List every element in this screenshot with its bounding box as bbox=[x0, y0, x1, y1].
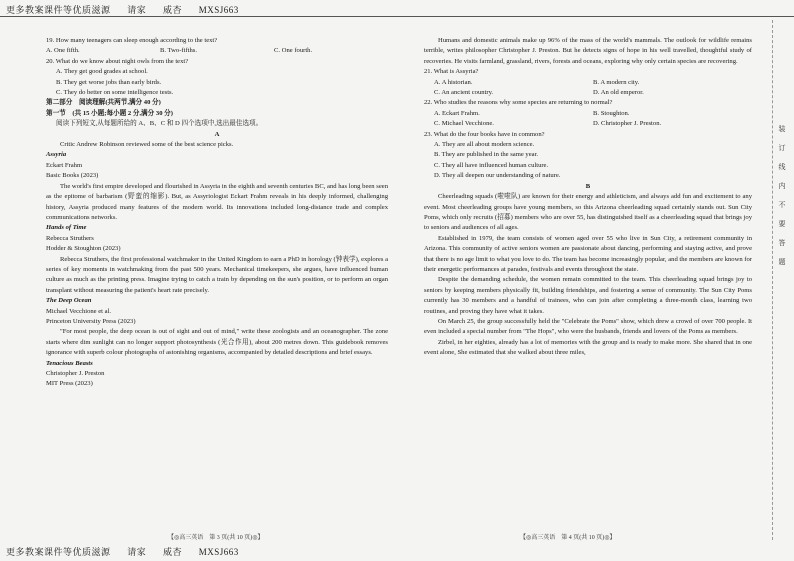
q21-option-a: A. A historian. bbox=[434, 78, 473, 86]
book-1-author: Eckart Frahm bbox=[46, 161, 83, 169]
book-4-description: Humans and domestic animals make up 96% of the mass of the world's mammals. The outlook for wildlife remains terrible, writes philosopher Christopher J. Preston. But he detects signs of hope in his well travelled, thoughtful study of recoveries. He visits farmland, grassland, rivers, forests and oceans, exploring why only certain species are recovering. bbox=[424, 37, 752, 65]
book-4-publisher: MIT Press (2023) bbox=[46, 380, 93, 388]
question-20: 20. What do we know about night owls from the text? bbox=[46, 57, 189, 65]
page-footer bbox=[6, 545, 253, 558]
q19-option-c: C. One fourth. bbox=[274, 47, 313, 55]
question-23: 23. What do the four books have in common? bbox=[424, 130, 545, 138]
binding-char: 内 bbox=[778, 182, 786, 190]
binding-char: 要 bbox=[778, 220, 786, 228]
q23-option-c: C. They all have influenced human culture. bbox=[434, 161, 549, 169]
book-2-description: Rebecca Struthers, the first professional watchmaker in the United Kingdom to earn a PhD in horology (钟表学), explores a series of key moments in watchmaking from the past 500 years. Mechanical timekeepers, she argues, have influenced human culture as much as the printing press. Imagine trying to catch a train by depending on the sun's position, or to perform an organ transplant without measuring the patient's heart rate precisely. bbox=[46, 255, 388, 294]
binding-char: 线 bbox=[778, 163, 786, 171]
footer-text-b: 请家 bbox=[127, 547, 147, 557]
question-22: 22. Who studies the reasons why some species are returning to normal? bbox=[424, 99, 613, 107]
book-1-description: The world's first empire developed and flourished in Assyria in the eighth and seventh centuries BC, and has long been seen as the epitome of barbarism (野蛮的缩影). But, as Assyriologist Eckart Frahm reveals in his deeply informed, challenging history, Assyria produced many features of the modern world. Its innovations included long-distance trade and complex communications networks. bbox=[46, 182, 388, 221]
header-code: MXSJ663 bbox=[198, 5, 239, 15]
q22-option-a: A. Eckart Frahm. bbox=[434, 109, 480, 117]
passage-b-label: B bbox=[585, 182, 591, 190]
footer-code: MXSJ663 bbox=[198, 547, 239, 557]
passage-b-paragraph-5: Zirbel, in her eighties, already has a lot of memories with the group and is ready to make more. She shared that in one event alone, She estimated that she walked about three miles, bbox=[424, 338, 752, 357]
book-3-author: Michael Vecchione et al. bbox=[46, 307, 112, 315]
book-3-title: The Deep Ocean bbox=[46, 297, 92, 305]
book-2-title: Hands of Time bbox=[46, 224, 87, 232]
passage-a-label: A bbox=[214, 130, 220, 138]
book-1-title: Assyria bbox=[46, 151, 67, 159]
left-column bbox=[46, 36, 388, 390]
left-page-footer: 【◎高三英语 第 3 页(共 10 页)◎】 bbox=[168, 535, 264, 541]
q22-option-d: D. Christopher J. Preston. bbox=[593, 120, 662, 128]
passage-b-paragraph-3: Despite the demanding schedule, the women remain committed to the team. This cheerleading squad brings joy to seniors by keeping members physically fit, building friendships, and fostering a sense of community. The Sun City Poms currently has 30 members and a handful of trainees, who can join after completing a three-month class, learning two routines, and proving they have what it takes. bbox=[424, 276, 752, 315]
header-text-b: 请家 bbox=[127, 5, 147, 15]
header-text-c: 威杏 bbox=[163, 5, 183, 15]
book-4-title: Tenacious Beasts bbox=[46, 359, 93, 367]
q20-option-b: B. They get worse jobs than early birds. bbox=[56, 78, 162, 86]
binding-char: 装 bbox=[778, 125, 786, 133]
passage-b-paragraph-4: On March 25, the group successfully held the "Celebrate the Poms" show, which drew a crowd of over 700 people. It even included a special number from "The Hops", who were the husbands, friends and lovers of the Poms as members. bbox=[424, 317, 752, 336]
q22-options-row1 bbox=[424, 109, 752, 119]
book-4-author: Christopher J. Preston bbox=[46, 370, 105, 377]
q23-option-a: A. They are all about modern science. bbox=[434, 141, 535, 149]
part-two-heading: 第二部分 阅读理解(共两节,满分 40 分) bbox=[46, 99, 161, 107]
right-column bbox=[424, 36, 752, 359]
header-divider bbox=[0, 16, 794, 17]
binding-char: 题 bbox=[778, 258, 786, 266]
q21-options-row2 bbox=[424, 88, 752, 98]
q21-option-d: D. An old emperor. bbox=[593, 89, 644, 97]
passage-a-intro: Critic Andrew Robinson reviewed some of the best science picks. bbox=[60, 141, 234, 149]
q19-options bbox=[46, 46, 388, 56]
q23-option-d: D. They all deepen our understanding of nature. bbox=[434, 172, 561, 180]
passage-b-paragraph-1: Cheerleading squads (啦啦队) are known for their energy and athleticism, and always add fun and excitement to any event. Most cheerleading groups have young members, so this Arizona cheerleading squad certainly stands out. Sun City Poms, which only recruits (招募) members who are over 55, has distinguished itself as a cheerleading squad that brings joy to seniors and audiences of all ages. bbox=[424, 193, 752, 232]
page-header bbox=[6, 3, 253, 16]
binding-char: 订 bbox=[778, 144, 786, 152]
footer-text-c: 威杏 bbox=[163, 547, 183, 557]
q20-option-c: C. They do better on some intelligence tests. bbox=[56, 89, 174, 97]
book-2-publisher: Hodder & Stoughton (2023) bbox=[46, 245, 121, 253]
passage-b-paragraph-2: Established in 1979, the team consists of women aged over 55 who live in Sun City, a retirement community in Arizona. This community of active seniors women are passionate about dancing, performing and staying active, and prove that there is no age limit to what you love to do. The team has become increasingly popular, and the members are known for their energetic performances at parades, festivals and events throughout the state. bbox=[424, 234, 752, 273]
binding-margin-notice bbox=[777, 120, 787, 272]
instructions: 阅读下列短文,从每题所给的 A、B、C 和 D 四个选项中,选出最佳选项。 bbox=[56, 120, 263, 128]
q22-options-row2 bbox=[424, 119, 752, 129]
q23-option-b: B. They are published in the same year. bbox=[434, 151, 539, 159]
book-3-publisher: Princeton University Press (2023) bbox=[46, 317, 136, 325]
question-19: 19. How many teenagers can sleep enough according to the text? bbox=[46, 37, 218, 44]
section-one-heading: 第一节 (共 15 小题;每小题 2 分,满分 30 分) bbox=[46, 109, 173, 117]
q21-option-c: C. An ancient country. bbox=[434, 89, 494, 97]
header-text-a: 更多教案课件等优质滋源 bbox=[6, 5, 111, 15]
q19-option-a: A. One fifth. bbox=[46, 47, 80, 55]
book-1-publisher: Basic Books (2023) bbox=[46, 172, 99, 180]
q22-option-c: C. Michael Vecchione. bbox=[434, 120, 494, 128]
book-3-description: "For most people, the deep ocean is out of sight and out of mind," write these zoologists and an oceanographer. The zone starts where dim sunlight can no longer support photosynthesis (光合作用), about 200 metres down. This guidebook removes ignorance with superb colour photographs of astonishing organisms, accompanied by detailed descriptions and brief essays. bbox=[46, 328, 388, 357]
q21-option-b: B. A modern city. bbox=[593, 78, 640, 86]
q19-option-b: B. Two-fifths. bbox=[160, 47, 197, 55]
book-2-author: Rebecca Struthers bbox=[46, 234, 94, 242]
question-21: 21. What is Assyria? bbox=[424, 68, 479, 76]
q20-option-a: A. They get good grades at school. bbox=[56, 68, 148, 76]
binding-char: 答 bbox=[778, 239, 786, 247]
q22-option-b: B. Stoughton. bbox=[593, 109, 630, 117]
footer-text-a: 更多教案课件等优质滋源 bbox=[6, 547, 111, 557]
right-page-footer: 【◎高三英语 第 4 页(共 10 页)◎】 bbox=[520, 535, 616, 541]
binding-line bbox=[772, 20, 773, 540]
binding-char: 不 bbox=[778, 201, 786, 209]
q21-options-row1 bbox=[424, 78, 752, 88]
